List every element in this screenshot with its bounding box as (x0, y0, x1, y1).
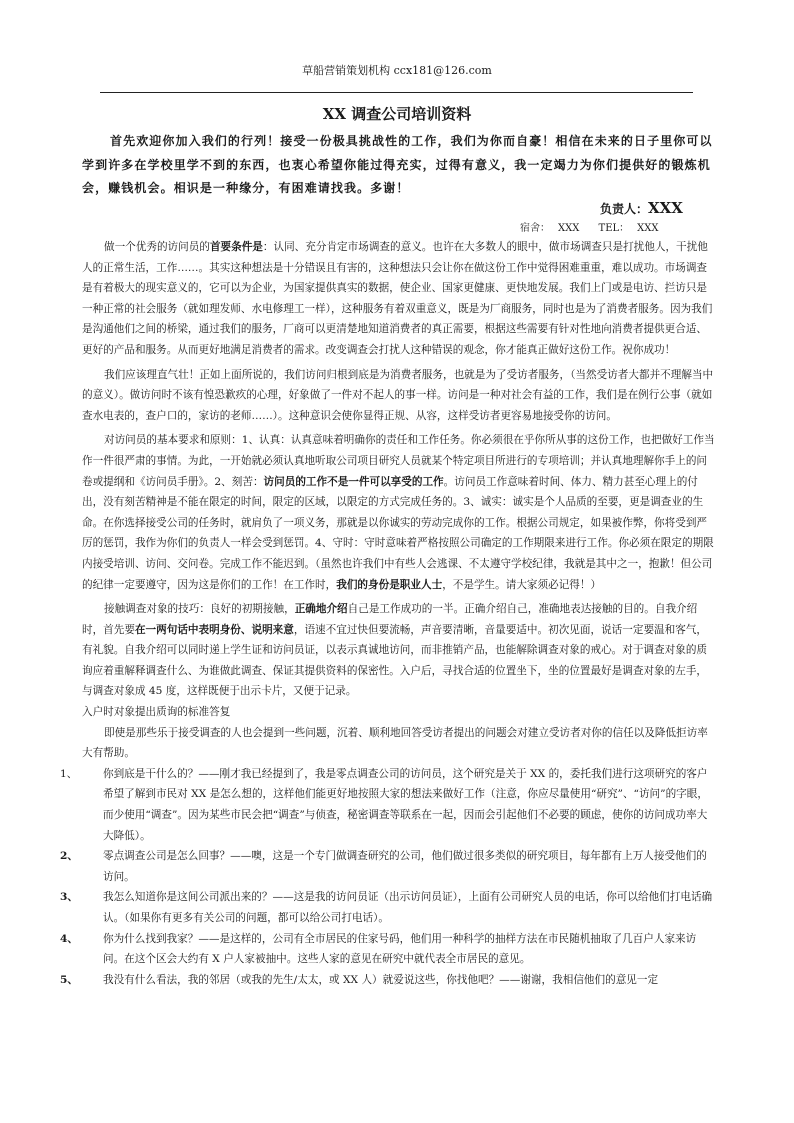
faq-list (60, 764, 716, 991)
list-text: 我没有什么看法，我的邻居（或我的先生/太太，或 XX 人）就爱说这些，你找他吧？——谢谢，我相信他们的意见一定 (103, 973, 659, 986)
text-run: 自己是工作成功的一半。正确介绍自己，准确地表达接触的目的。自我介绍时，首先要 (82, 603, 698, 636)
list-text: 你为什么找到我家？——是这样的，公司有全市居民的住家号码，他们用一种科学的抽样方法在市民随机抽取了几百户人家来访问。在这个区会大约有 X 户人家被抽中。这些人家的意见在研究中就代表全市居民的意见。 (103, 932, 697, 966)
paragraph-significance (82, 237, 716, 361)
welcome-paragraph: 首先欢迎你加入我们的行列！接受一份极具挑战性的工作，我们为你而自豪！相信在未来的日子里你可以学到许多在学校里学不到的东西，也衷心希望你能过得充实，过得有意义，我一定竭力为你们提供好的锻炼机会，赚钱机会。相识是一种缘分，有困难请找我。多谢！ (82, 134, 713, 196)
tel-label: TEL： (598, 223, 630, 234)
header-divider (100, 92, 693, 93)
emphasis: 访问员的工作不是一件可以享受的工作 (263, 475, 444, 488)
responsible-value: XXX (648, 199, 683, 217)
list-text: 零点调查公司是怎么回事？——噢，这是一个专门做调查研究的公司，他们做过很多类似的研究项目，每年都有上万人接受他们的访问。 (103, 850, 707, 883)
list-item (60, 970, 716, 991)
emphasis: 首要条件是 (209, 241, 263, 253)
paragraph-faq-intro: 即使是那些乐于接受调查的人也会提到一些问题，沉着、顺利地回答受访者提出的问题会对建立受访者对你的信任以及降低拒访率大有帮助。 (82, 726, 708, 760)
dorm-label-group (520, 223, 587, 234)
tel-value: XXX (637, 223, 659, 234)
emphasis: 我们的身份是职业人士 (336, 578, 443, 591)
list-number: 1、 (60, 767, 78, 780)
text-run: ，不是学生。请大家须必记得！） (442, 578, 602, 591)
text-run: ，语速不宜过快但要流畅，声音要清晰，音量要适中。初次见面，说话一定要温和客气，有礼貌。自我介绍可以同时递上学生证和访问员证，以表示真诚地访问，而非推销产品，也能解除调查对象的戒心。对于调查对象的质询应着重解释调查什么、为谁做此调查、保证其提供资料的保密性。入户后，寻找合适的位置坐下，坐的位置最好是调查对象的左手，与调查对象成 45 度，这样既便于出示卡片，又便于记录。 (82, 623, 708, 698)
text-run: 做一个优秀的访问员的 (104, 241, 210, 253)
list-item (60, 887, 716, 928)
section-heading: 入户时对象提出质询的标准答复 (82, 706, 231, 719)
tel-label-group (599, 223, 667, 234)
paragraph-confidence: 我们应该理直气壮！正如上面所说的，我们访问归根到底是为消费者服务，也就是为了受访者服务，（当然受访者大都并不理解当中的意义）。做访问时不该有惶恐歉疚的心理，好象做了一件对不起人的事一样。访问是一种对社会有益的工作，我们是在例行公事（就如查水电表的，查户口的，家访的老师……）。这种意识会使你显得正规、从容，这样受访者更容易地接受你的访问。 (82, 368, 714, 422)
text-run: 对访问员的基本要求和原则：1、认真：认真意味着明确你的责任和工作任务。你必须很在乎你所从事的这份工作，也把做好工作当作一件很严肃的事情。为此，一开始就必须认真地听取公司项目研究人员就某个特定项目所进行的专项培训；并认真地理解你手上的问卷或提纲和《访问员手册》。2、刻苦： (82, 434, 715, 488)
list-number: 3、 (60, 891, 78, 904)
dorm-label: 宿舍： (520, 223, 550, 234)
responsible-label: 负责人： (600, 202, 649, 216)
list-item (60, 846, 716, 887)
text-run: ：认同、充分肯定市场调查的意义。也许在大多数人的眼中，做市场调查只是打扰他人，干扰他人的正常生活，工作……。其实这种想法是十分错误且有害的，这种想法只会让你在做这份工作中觉得困难重重，难以成功。市场调查是有着极大的现实意义的，它可以为企业，为国家提供真实的数据，使企业、国家更健康、更快地发展。我们上门或是电访、拦访只是一种正常的社会服务（就如理发师、水电修理工一样），这种服务有着双重意义，既是为厂商服务，同时也是为了消费者服务。因为我们是沟通他们之间的桥梁，通过我们的服务，厂商可以更清楚地知道消费者的真正需要，根据这些需要有针对性地向消费者提供更合适、更好的产品和服务。从而更好地满足消费者的需求。改变调查会打扰人这种错误的观念，你才能真正做好这份工作。祝你成功！ (82, 241, 713, 356)
document-body (60, 237, 716, 990)
list-item (60, 764, 716, 846)
paragraph-requirements (82, 430, 716, 595)
running-header: 草船营销策划机构 ccx181@126.com (302, 64, 492, 77)
responsible-person (600, 198, 683, 219)
text-run: 。访问员工作意味着时间、体力、精力甚至心理上的付出，没有刻苦精神是不能在限定的时间，限定的区域，以限定的方式完成任务的。3、诚实：诚实是个人品质的至要，更是调查业的生命。在你选择接受公司的任务时，就肩负了一项义务，那就是以你诚实的劳动完成你的工作。根据公司规定，如果被作弊，你将受到严厉的惩罚，我作为你们的负责人一样会受到惩罚。4、守时：守时意味着严格按照公司确定的工作期限来进行工作。你必须在限定的期限内接受培训、访问、交问卷。完成工作不能迟到。（虽然也许我们中有些人会逃课、不太遵守学校纪律，我就是其中之一，抱歉！但公司的纪律一定要遵守，因为这是你们的工作！在工作时， (82, 475, 714, 591)
emphasis: 在一两句话中表明身份、说明来意 (134, 623, 294, 636)
list-text: 我怎么知道你是这间公司派出来的？——这是我的访问员证（出示访问员证），上面有公司研究人员的电话，你可以给他们打电话确认。（如果你有更多有关公司的问题，都可以给公司打电话）。 (103, 891, 713, 924)
paragraph-contact-skills (82, 599, 716, 702)
list-number: 4、 (60, 932, 78, 945)
list-number: 2、 (60, 850, 78, 863)
emphasis: 正确地介绍 (294, 603, 348, 616)
list-number: 5、 (60, 973, 78, 986)
list-text: 你到底是干什么的？——刚才我已经提到了，我是零点调查公司的访问员，这个研究是关于 XX 的，委托我们进行这项研究的客户希望了解到市民对 XX 是怎么想的，这样他们能更好地按照大家的想法来做好工作（注意，你应尽量使用“研究”、“访问”的字眼，而少使用“调查”。因为某些市民会把“调查”与侦查，秘密调查等联系在一起，因而会引起他们不必要的顾虑，使你的访问成功率大大降低）。 (103, 767, 708, 842)
list-item (60, 929, 716, 970)
document-title: XX 调查公司培训资料 (322, 105, 472, 123)
text-run: 接触调查对象的技巧：良好的初期接触， (104, 603, 295, 616)
contact-line (520, 219, 675, 239)
dorm-value: XXX (558, 223, 580, 234)
